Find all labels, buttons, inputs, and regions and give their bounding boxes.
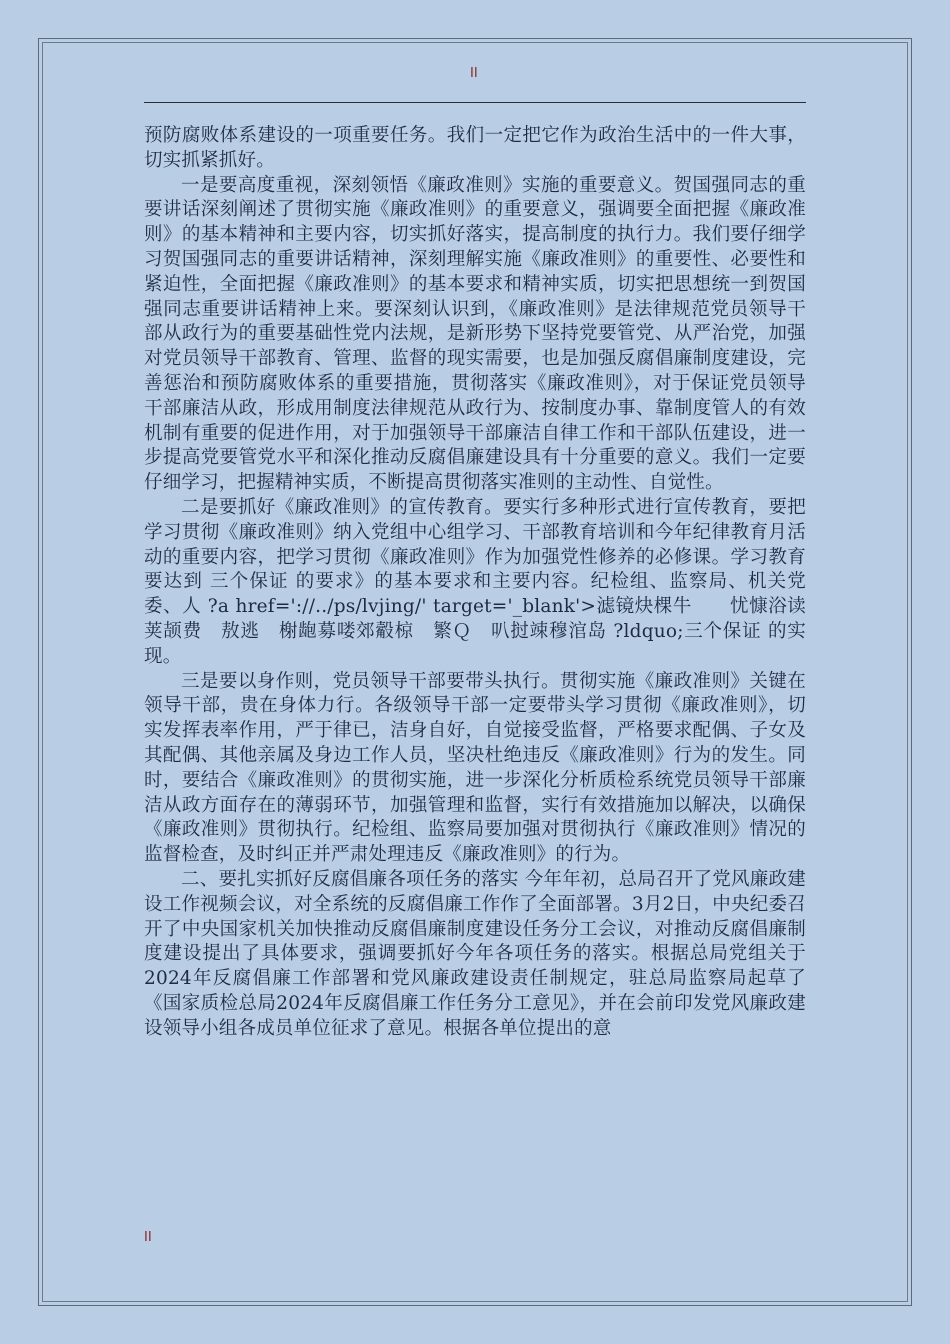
header-page-mark: II — [470, 66, 478, 81]
paragraph-lead-by-example: 三是要以身作则，党员领导干部要带头执行。贯彻实施《廉政准则》关键在领导干部，贵在身体力行。各级领导干部一定要带头学习贯彻《廉政准则》，切实发挥表率作用，严于律已，洁身自好，自觉接受监督，严格要求配偶、子女及其配偶、其他亲属及身边工作人员，坚决杜绝违反《廉政准则》行为的发生。同时，要结合《廉政准则》的贯彻实施，进一步深化分析质检系统党员领导干部廉洁从政方面存在的薄弱环节，加强管理和监督，实行有效措施加以解决，以确保《廉政准则》贯彻执行。纪检组、监察局要加强对贯彻执行《廉政准则》情况的监督检查，及时纠正并严肃处理违反《廉政准则》的行为。 — [144, 670, 806, 866]
footer-page-mark: II — [144, 1230, 152, 1245]
paragraph-continuation: 预防腐败体系建设的一项重要任务。我们一定把它作为政治生活中的一件大事，切实抓紧抓好。 — [144, 125, 806, 171]
paragraph-education: 二是要抓好《廉政准则》的宣传教育。要实行多种形式进行宣传教育，要把学习贯彻《廉政准则》纳入党组中心组学习、干部教育培训和今年纪律教育月活动的重要内容，把学习贯彻《廉政准则》作为加强党性修养的必修课。学习教育要达到 三个保证 的要求》的基本要求和主要内容。纪检组、监察局、机关党委、人 ?a href='://../ps/lvjing/' target='_blank'>滤镜炔棵牛 忧慷浴读 荚颉费 敖逃 榭龅募喽郊觳椋 繁Ｑ 叭挝竦穆涫岛 ?ldquo;三个保证 的实现。 — [144, 496, 844, 667]
header-rule — [144, 102, 806, 103]
paragraph-tasks: 二、要扎实抓好反腐倡廉各项任务的落实 今年年初，总局召开了党风廉政建设工作视频会议，对全系统的反腐倡廉工作作了全面部署。3月2日，中央纪委召开了中央国家机关加快推动反腐倡廉制度建设任务分工会议，对推动反腐倡廉制度建设提出了具体要求，强调要抓好今年各项任务的落实。根据总局党组关于2024年反腐倡廉工作部署和党风廉政建设责任制规定，驻总局监察局起草了《国家质检总局2024年反腐倡廉工作任务分工意见》，并在会前印发党风廉政建设领导小组各成员单位征求了意见。根据各单位提出的意 — [144, 868, 806, 1039]
paragraph-importance: 一是要高度重视，深刻领悟《廉政准则》实施的重要意义。贺国强同志的重要讲话深刻阐述了贯彻实施《廉政准则》的重要意义，强调要全面把握《廉政准则》的基本精神和主要内容，切实抓好落实，提高制度的执行力。我们要仔细学习贺国强同志的重要讲话精神，深刻理解实施《廉政准则》的重要性、必要性和紧迫性，全面把握《廉政准则》的基本要求和精神实质，切实把思想统一到贺国强同志重要讲话精神上来。要深刻认识到，《廉政准则》是法律规范党员领导干部从政行为的重要基础性党内法规，是新形势下坚持党要管党、从严治党，加强对党员领导干部教育、管理、监督的现实需要，也是加强反腐倡廉制度建设，完善惩治和预防腐败体系的重要措施，贯彻落实《廉政准则》，对于保证党员领导干部廉洁从政，形成用制度法律规范从政行为、按制度办事、靠制度管人的有效机制有重要的促进作用，对于加强领导干部廉洁自律工作和干部队伍建设，进一步提高党要管党水平和深化推动反腐倡廉建设具有十分重要的意义。我们一定要仔细学习，把握精神实质，不断提高贯彻落实准则的主动性、自觉性。 — [144, 174, 806, 494]
document-body — [144, 124, 844, 1041]
